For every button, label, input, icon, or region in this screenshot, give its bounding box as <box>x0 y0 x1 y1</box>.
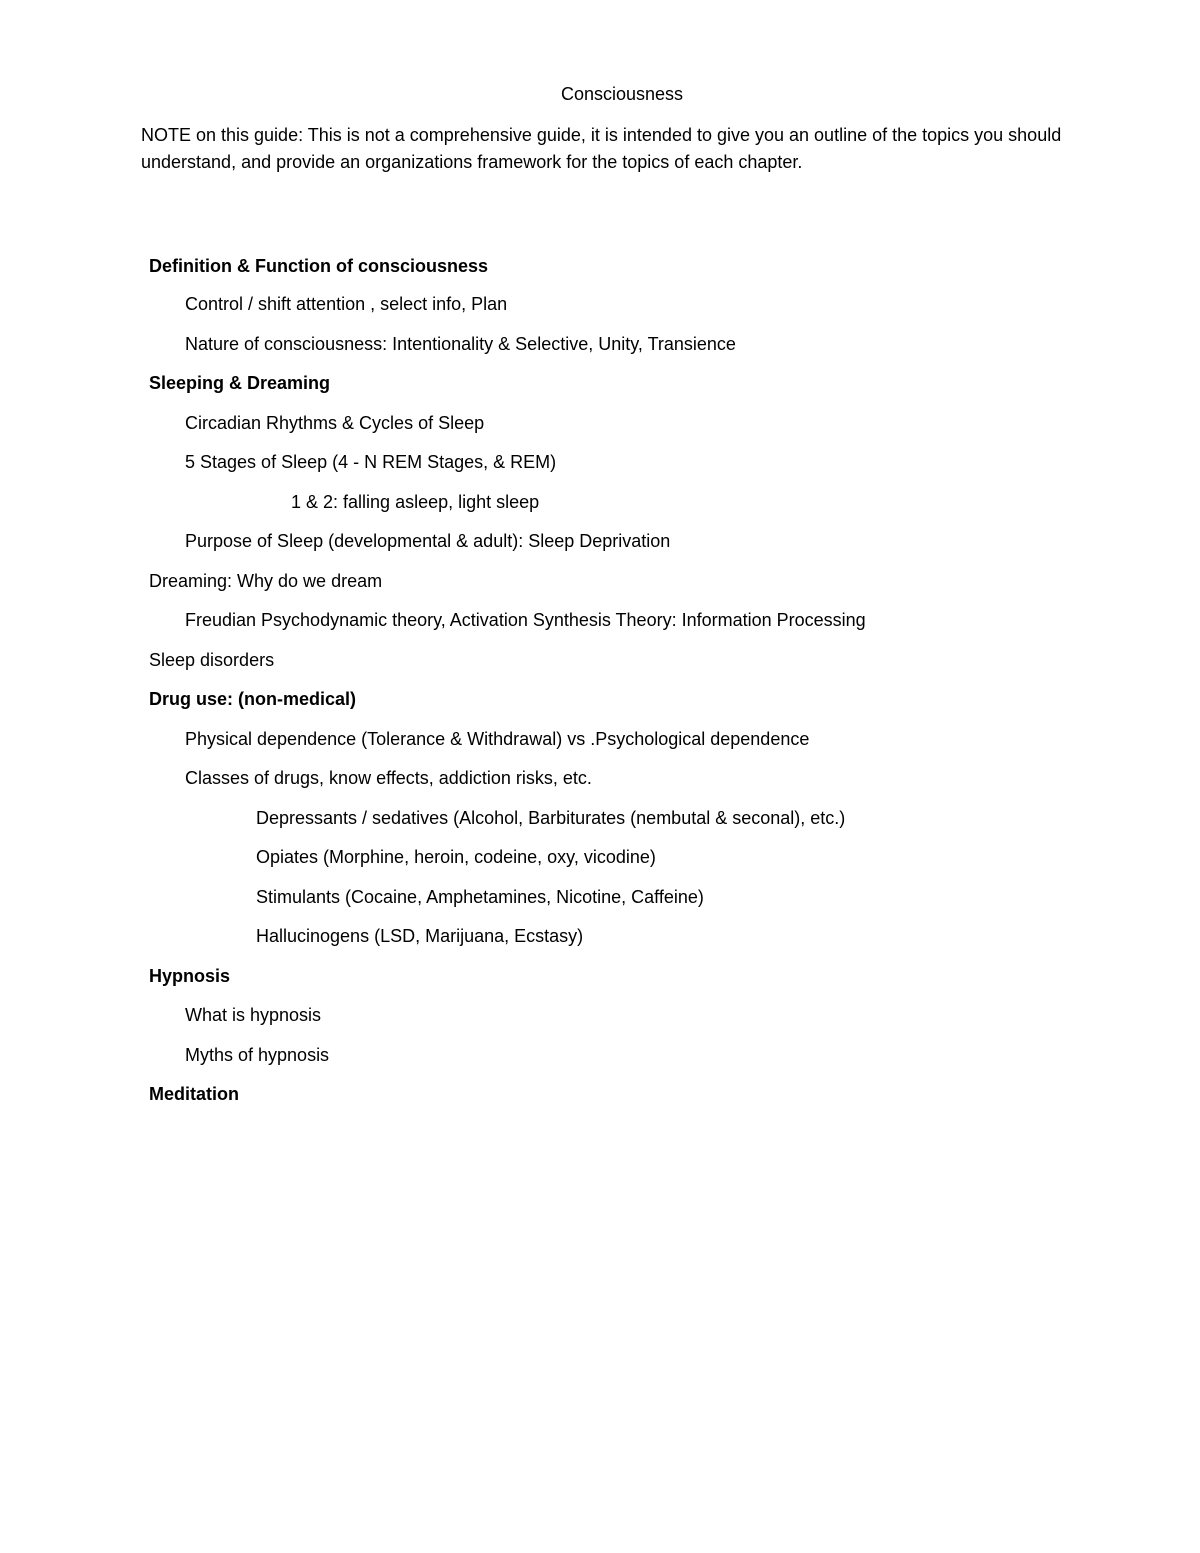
outline-item: Myths of hypnosis <box>185 1045 330 1065</box>
outline-item: 1 & 2: falling asleep, light sleep <box>291 492 540 512</box>
guide-note: NOTE on this guide: This is not a comprehensive guide, it is intended to give you an outline of the topics you should understand, and provide an organizations framework for the topics of each chapter. <box>141 125 1062 172</box>
outline-item: Circadian Rhythms & Cycles of Sleep <box>185 413 485 433</box>
outline-item: Hallucinogens (LSD, Marijuana, Ecstasy) <box>256 926 584 946</box>
outline-item: Nature of consciousness: Intentionality & Selective, Unity, Transience <box>185 334 736 354</box>
outline-heading: Drug use: (non-medical) <box>149 689 357 709</box>
outline-item: Dreaming: Why do we dream <box>149 571 383 591</box>
outline-item: Opiates (Morphine, heroin, codeine, oxy, vicodine) <box>256 847 656 867</box>
outline-heading: Meditation <box>149 1084 239 1104</box>
outline-item: Freudian Psychodynamic theory, Activation Synthesis Theory: Information Processing <box>185 610 866 630</box>
outline-item: What is hypnosis <box>185 1005 322 1025</box>
outline-item: Depressants / sedatives (Alcohol, Barbiturates (nembutal & seconal), etc.) <box>256 808 846 828</box>
outline-heading: Definition & Function of consciousness <box>149 256 489 276</box>
outline-item: Physical dependence (Tolerance & Withdrawal) vs .Psychological dependence <box>185 729 810 749</box>
outline-item: Purpose of Sleep (developmental & adult): Sleep Deprivation <box>185 531 671 551</box>
outline-item: Control / shift attention , select info, Plan <box>185 294 508 314</box>
outline-item: Sleep disorders <box>149 650 275 670</box>
outline-item: 5 Stages of Sleep (4 - N REM Stages, & REM) <box>185 452 557 472</box>
document-title: Consciousness <box>560 84 684 104</box>
outline-heading: Hypnosis <box>149 966 231 986</box>
outline-item: Stimulants (Cocaine, Amphetamines, Nicotine, Caffeine) <box>256 887 704 907</box>
outline-heading: Sleeping & Dreaming <box>149 373 331 393</box>
outline-item: Classes of drugs, know effects, addiction risks, etc. <box>185 768 592 788</box>
